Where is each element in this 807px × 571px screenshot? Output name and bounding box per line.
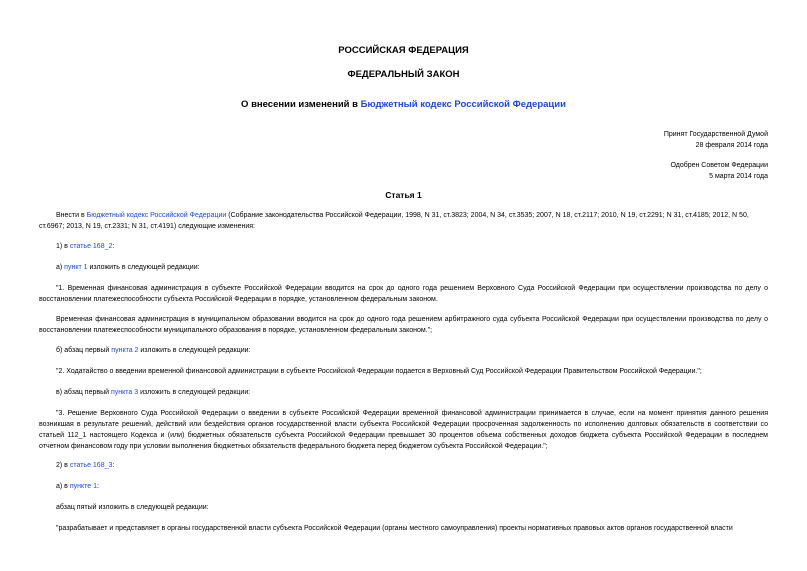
council-approval — [670, 160, 768, 182]
council-approval-line1: Одобрен Советом Федерации — [670, 162, 768, 169]
quote-point-1: "1. Временная финансовая администрация в субъекте Российской Федерации вводится на срок до одного года решением Верховного Суда Российской Федерации при осуществлении производства по делу о восстановлении платежеспособности субъекта Российской Федерации в порядке, установленном федеральным законом. — [39, 285, 768, 303]
duma-adoption-line1: Принят Государственной Думой — [663, 131, 768, 138]
point-1-link-2[interactable]: пункте 1 — [69, 483, 97, 490]
item-2a-subpoint: абзац пятый изложить в следующей редакции: — [56, 504, 209, 511]
point-1-link[interactable]: пункт 1 — [64, 264, 88, 271]
article-intro — [39, 210, 768, 232]
intro-text-b: (Собрание законодательства Российской Федерации, 1998, N 31, ст.3823; 2004, N 34, ст.3535; 2007, N 18, ст.2117; 2010, N 19, ст.2291; N 31, ст.4185; 2012, N 50, ст.6967; 2013, N 19, ст.2331; N 31, ст.4191) следующие изменения: — [39, 212, 749, 230]
item-1c — [39, 387, 768, 398]
item-2a-text-a: а) в — [56, 483, 70, 490]
item-2-text-b: : — [112, 462, 115, 469]
item-1-text-a: 1) в — [56, 243, 70, 250]
quote-point-2: "2. Ходатайство о введении временной финансовой администрации в субъекте Российской Федерации подается в Верховный Суд Российской Федерации Правительством Российской Федерации."; — [56, 368, 702, 375]
item-1 — [39, 241, 768, 252]
country-heading: РОССИЙСКАЯ ФЕДЕРАЦИЯ — [338, 45, 469, 56]
item-1a-text-b: изложить в следующей редакции: — [87, 264, 200, 271]
item-1a — [39, 262, 768, 273]
quote-point-1-para-2: Временная финансовая администрация в муниципальном образовании вводится на срок до одного года решением арбитражного суда субъекта Российской Федерации при осуществлении производства по делу о восстановлении платежеспособности муниципального образования в порядке, установленном федеральным законом."; — [39, 316, 768, 334]
law-title — [0, 99, 807, 110]
item-1b-text-a: б) абзац первый — [56, 347, 112, 354]
item-1b — [39, 345, 768, 356]
item-1b-text-b: изложить в следующей редакции: — [138, 347, 251, 354]
item-1a-text-a: а) — [56, 264, 65, 271]
law-title-prefix: О внесении изменений в — [241, 99, 361, 110]
council-approval-date: 5 марта 2014 года — [709, 173, 768, 180]
quote-paragraph-5: "разрабатывает и представляет в органы государственной власти субъекта Российской Федерации (органы местного самоуправления) проекты нормативных правовых актов органов государственной власти — [56, 525, 733, 532]
intro-text-a: Внести в — [56, 212, 87, 219]
duma-adoption-date: 28 февраля 2014 года — [695, 142, 768, 149]
item-2-text-a: 2) в — [56, 462, 70, 469]
budget-code-link[interactable]: Бюджетный кодекс Российской Федерации — [360, 99, 566, 110]
article-title: Статья 1 — [385, 190, 422, 200]
item-1c-text-a: в) абзац первый — [56, 389, 111, 396]
article-168-3-link[interactable]: статье 168_3 — [69, 462, 113, 469]
quote-point-3: "3. Решение Верховного Суда Российской Федерации о введении в субъекте Российской Федерации временной финансовой администрации принимается в случае, если на момент принятия данного решения возникшая в результате решений, действий или бездействия органов государственной власти субъекта Российской Федерации просроченная задолженность по исполнению долговых обязательств в соответствии со статьей 112_1 настоящего Кодекса и (или) бюджетных обязательств субъекта Российской Федерации превышает 30 процентов объема собственных доходов бюджета субъекта Российской Федерации в последнем отчетном финансовом году при условии выполнения бюджетных обязательств федерального бюджета перед бюджетом субъекта Российской Федерации."; — [39, 410, 768, 450]
point-2-link[interactable]: пункта 2 — [111, 347, 139, 354]
item-2a — [39, 481, 768, 492]
intro-budget-code-link[interactable]: Бюджетный кодекс Российской Федерации — [86, 212, 227, 219]
point-3-link[interactable]: пункта 3 — [110, 389, 139, 396]
item-1-text-b: : — [112, 243, 115, 250]
law-type-heading: ФЕДЕРАЛЬНЫЙ ЗАКОН — [347, 69, 460, 80]
duma-adoption — [664, 129, 768, 151]
item-2a-text-b: : — [97, 483, 99, 490]
article-168-2-link[interactable]: статье 168_2 — [69, 243, 113, 250]
item-2 — [39, 460, 768, 471]
item-1c-text-b: изложить в следующей редакции: — [138, 389, 251, 396]
